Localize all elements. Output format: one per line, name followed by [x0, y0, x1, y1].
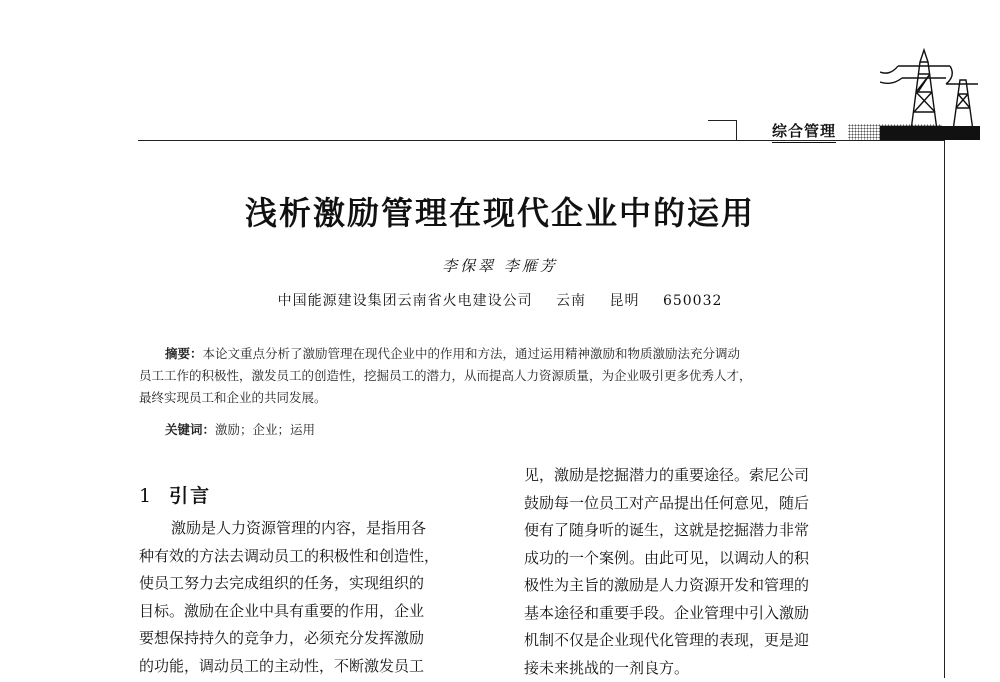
left-column — [139, 515, 439, 680]
header-bracket — [708, 120, 737, 141]
paper-affiliation — [0, 290, 1000, 310]
affiliation-postcode: 650032 — [663, 293, 722, 309]
affiliation-province: 云南 — [556, 293, 586, 309]
body-line: 极性为主旨的激励是人力资源开发和管理的 — [524, 572, 809, 600]
body-line: 目标。激励在企业中具有重要的作用，企业 — [139, 598, 439, 626]
body-line: 使员工努力去完成组织的任务，实现组织的 — [139, 570, 439, 598]
section-heading — [139, 481, 211, 508]
abstract-line: 员工工作的积极性，激发员工的创造性，挖掘员工的潜力，从而提高人力资源质量，为企业吸引更多优秀人才， — [139, 365, 907, 387]
section-tag: 综合管理 — [772, 120, 836, 143]
abstract — [139, 343, 907, 409]
section-title: 引言 — [169, 485, 211, 507]
body-line: 的功能，调动员工的主动性，不断激发员工 — [139, 653, 439, 681]
affiliation-org: 中国能源建设集团云南省火电建设公司 — [278, 293, 533, 309]
body-line: 便有了随身听的诞生，这就是挖掘潜力非常 — [524, 517, 809, 545]
keywords — [165, 420, 315, 438]
paper-title: 浅析激励管理在现代企业中的运用 — [0, 188, 1000, 234]
paper-authors: 李保翠 李雁芳 — [0, 255, 1000, 276]
affiliation-city: 昆明 — [610, 293, 640, 309]
right-column — [524, 462, 809, 682]
abstract-line: 最终实现员工和企业的共同发展。 — [139, 387, 907, 409]
keywords-text: 激励；企业；运用 — [215, 422, 315, 437]
transmission-tower-icon — [880, 42, 980, 140]
body-line: 种有效的方法去调动员工的积极性和创造性， — [139, 543, 439, 571]
abstract-line: 摘要：本论文重点分析了激励管理在现代企业中的作用和方法，通过运用精神激励和物质激励法充分调动 — [139, 343, 907, 365]
keywords-label: 关键词： — [165, 422, 215, 437]
body-line: 基本途径和重要手段。企业管理中引入激励 — [524, 600, 809, 628]
body-line: 要想保持持久的竞争力，必须充分发挥激励 — [139, 625, 439, 653]
section-number: 1 — [139, 485, 151, 507]
body-line: 机制不仅是企业现代化管理的表现，更是迎 — [524, 627, 809, 655]
body-line: 鼓励每一位员工对产品提出任何意见，随后 — [524, 490, 809, 518]
body-line: 激励是人力资源管理的内容，是指用各 — [139, 515, 439, 543]
body-line: 接未来挑战的一剂良方。 — [524, 655, 809, 682]
abstract-label: 摘要： — [165, 346, 203, 361]
body-line: 成功的一个案例。由此可见，以调动人的积 — [524, 545, 809, 573]
body-line: 见，激励是挖掘潜力的重要途径。索尼公司 — [524, 462, 809, 490]
